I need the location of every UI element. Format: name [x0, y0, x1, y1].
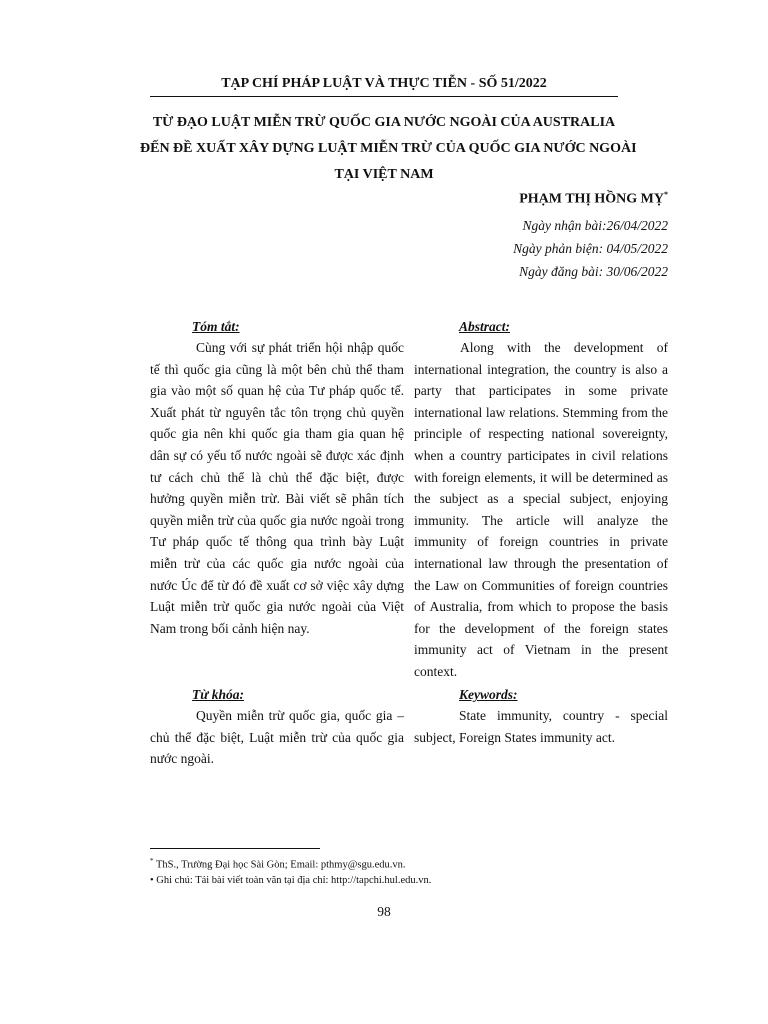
footnote-divider [150, 848, 320, 849]
footnote-author [150, 854, 618, 873]
date-reviewed: Ngày phản biện: 04/05/2022 [513, 241, 668, 256]
keywords-vi-text: Quyền miễn trừ quốc gia, quốc gia – chủ thể đặc biệt, Luật miễn trừ của quốc gia nước ngoài. [150, 708, 404, 767]
keywords-en-heading: Keywords: [459, 687, 518, 702]
abstract-heading: Abstract: [459, 319, 511, 334]
title-line-1: TỪ ĐẠO LUẬT MIỄN TRỪ QUỐC GIA NƯỚC NGOÀI CỦA AUSTRALIA [152, 115, 616, 130]
article-title [140, 110, 637, 188]
summary-heading: Tóm tắt: [192, 319, 240, 334]
footnote-mark: * [150, 857, 154, 865]
keywords-english [414, 684, 668, 748]
footnote-author-text: ThS., Trường Đại học Sài Gòn; Email: pthmy@sgu.edu.vn. [155, 859, 406, 871]
title-line-3: TẠI VIỆT NAM [334, 167, 434, 182]
footnotes [150, 854, 618, 888]
abstract-text: Along with the development of international integration, the country is also a party that participates in some private international law relations. Stemming from the principle of respecting national sovereignty, when a country participates in civil relations with foreign elements, it will be determined as the subject as a special subject, enjoying immunity. The article will analyze the immunity of foreign countries in private international law through the presentation of the Law on Communities of foreign countries of Australia, from which to propose the basis for the development of the foreign states immunity act of Vietnam in the present context. [414, 340, 668, 679]
abstract-english [414, 316, 668, 683]
page-number: 98 [377, 904, 391, 919]
author-name: PHẠM THỊ HỒNG MỴ [519, 191, 664, 207]
date-published: Ngày đăng bài: 30/06/2022 [519, 264, 668, 279]
keywords-en-text: State immunity, country - special subject, Foreign States immunity act. [414, 708, 668, 745]
journal-header: TẠP CHÍ PHÁP LUẬT VÀ THỰC TIỄN - SỐ 51/2022 [150, 76, 618, 97]
author-footnote-mark: * [664, 190, 668, 199]
keywords-vi-heading: Từ khóa: [192, 687, 244, 702]
date-received: Ngày nhận bài:26/04/2022 [522, 218, 668, 233]
title-line-2: ĐẾN ĐỀ XUẤT XÂY DỰNG LUẬT MIỄN TRỪ CỦA QUỐC GIA NƯỚC NGOÀI [140, 141, 637, 156]
author [519, 190, 668, 208]
summary-text: Cùng với sự phát triển hội nhập quốc tế thì quốc gia cũng là một bên chủ thể tham gia vào một số quan hệ của Tư pháp quốc tế. Xuất phát từ nguyên tắc tôn trọng chủ quyền quốc gia nên khi quốc gia tham gia quan hệ dân sự có yếu tố nước ngoài sẽ được xác định tư cách chủ thể là chủ thể đặc biệt, được hưởng quyền miễn trừ. Bài viết sẽ phân tích quyền miễn trừ của quốc gia nước ngoài trong Tư pháp quốc tế thông qua trình bày Luật miễn trừ của các quốc gia nước ngoài của nước Úc để từ đó đề xuất cơ sở việc xây dựng Luật miễn trừ quốc gia nước ngoài của Việt Nam trong bối cảnh hiện nay. [150, 340, 404, 636]
article-dates [513, 214, 668, 283]
keywords-vietnamese [150, 684, 404, 770]
footnote-note: • Ghi chú: Tải bài viết toàn văn tại địa chỉ: http://tapchi.hul.edu.vn. [150, 874, 432, 886]
summary-vietnamese [150, 316, 404, 639]
